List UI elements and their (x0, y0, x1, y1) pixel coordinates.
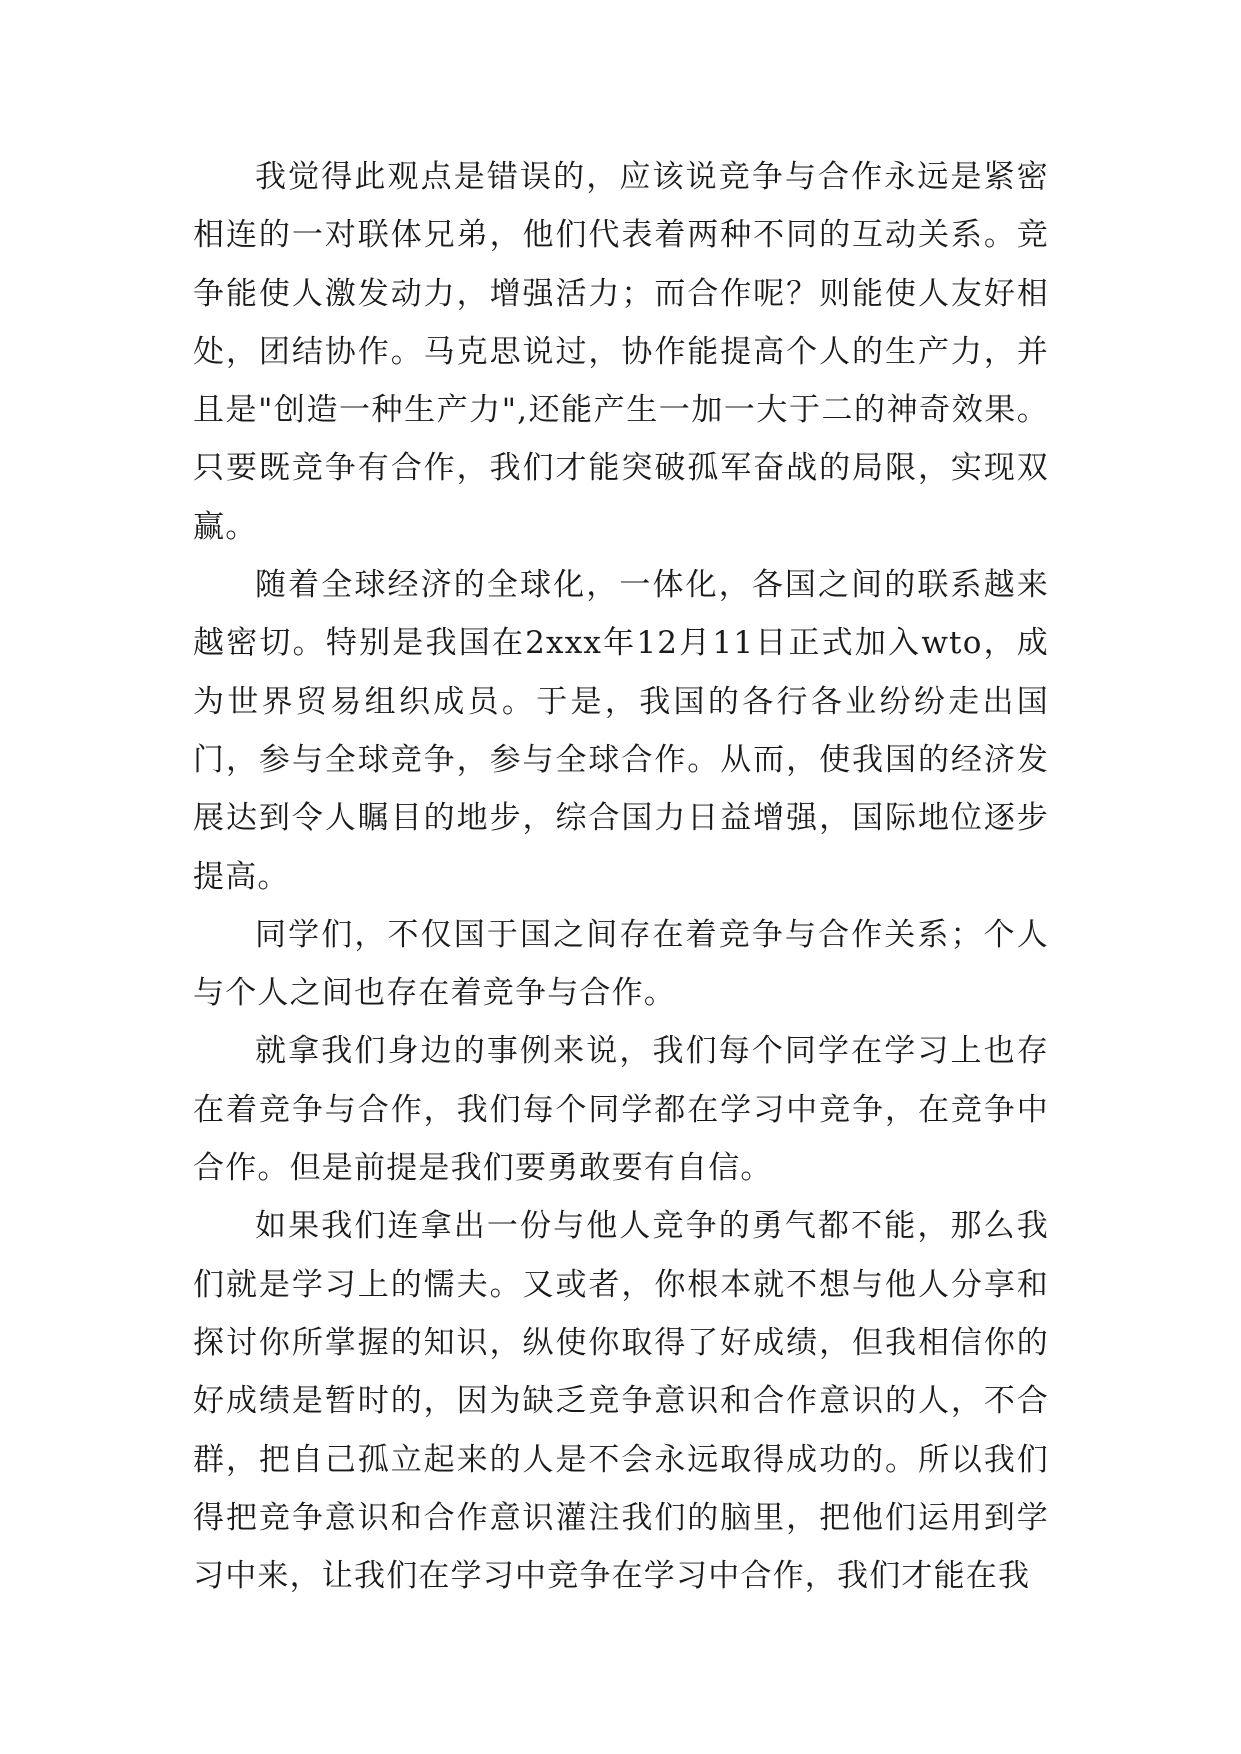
paragraph-4: 就拿我们身边的事例来说，我们每个同学在学习上也存在着竞争与合作，我们每个同学都在学习中竞争，在竞争中合作。但是前提是我们要勇敢要有自信。 (193, 1033, 1049, 1187)
paragraph-3: 同学们，不仅国于国之间存在着竞争与合作关系；个人与个人之间也存在着竞争与合作。 (193, 916, 1049, 1012)
paragraph-1: 我觉得此观点是错误的，应该说竞争与合作永远是紧密相连的一对联体兄弟，他们代表着两种不同的互动关系。竞争能使人激发动力，增强活力；而合作呢？则能使人友好相处，团结协作。马克思说过，协作能提高个人的生产力，并且是"创造一种生产力",还能产生一加一大于二的神奇效果。只要既竞争有合作，我们才能突破孤军奋战的局限，实现双赢。 (193, 159, 1049, 545)
paragraph-5: 如果我们连拿出一份与他人竞争的勇气都不能，那么我们就是学习上的懦夫。又或者，你根本就不想与他人分享和探讨你所掌握的知识，纵使你取得了好成绩，但我相信你的好成绩是暂时的，因为缺乏竞争意识和合作意识的人，不合群，把自己孤立起来的人是不会永远取得成功的。所以我们得把竞争意识和合作意识灌注我们的脑里，把他们运用到学习中来，让我们在学习中竞争在学习中合作，我们才能在我 (193, 1208, 1049, 1595)
document-body (193, 148, 1049, 1605)
paragraph-2: 随着全球经济的全球化，一体化，各国之间的联系越来越密切。特别是我国在2xxx年12月11日正式加入wto，成为世界贸易组织成员。于是，我国的各行各业纷纷走出国门，参与全球竞争，参与全球合作。从而，使我国的经济发展达到令人瞩目的地步，综合国力日益增强，国际地位逐步提高。 (193, 567, 1049, 895)
